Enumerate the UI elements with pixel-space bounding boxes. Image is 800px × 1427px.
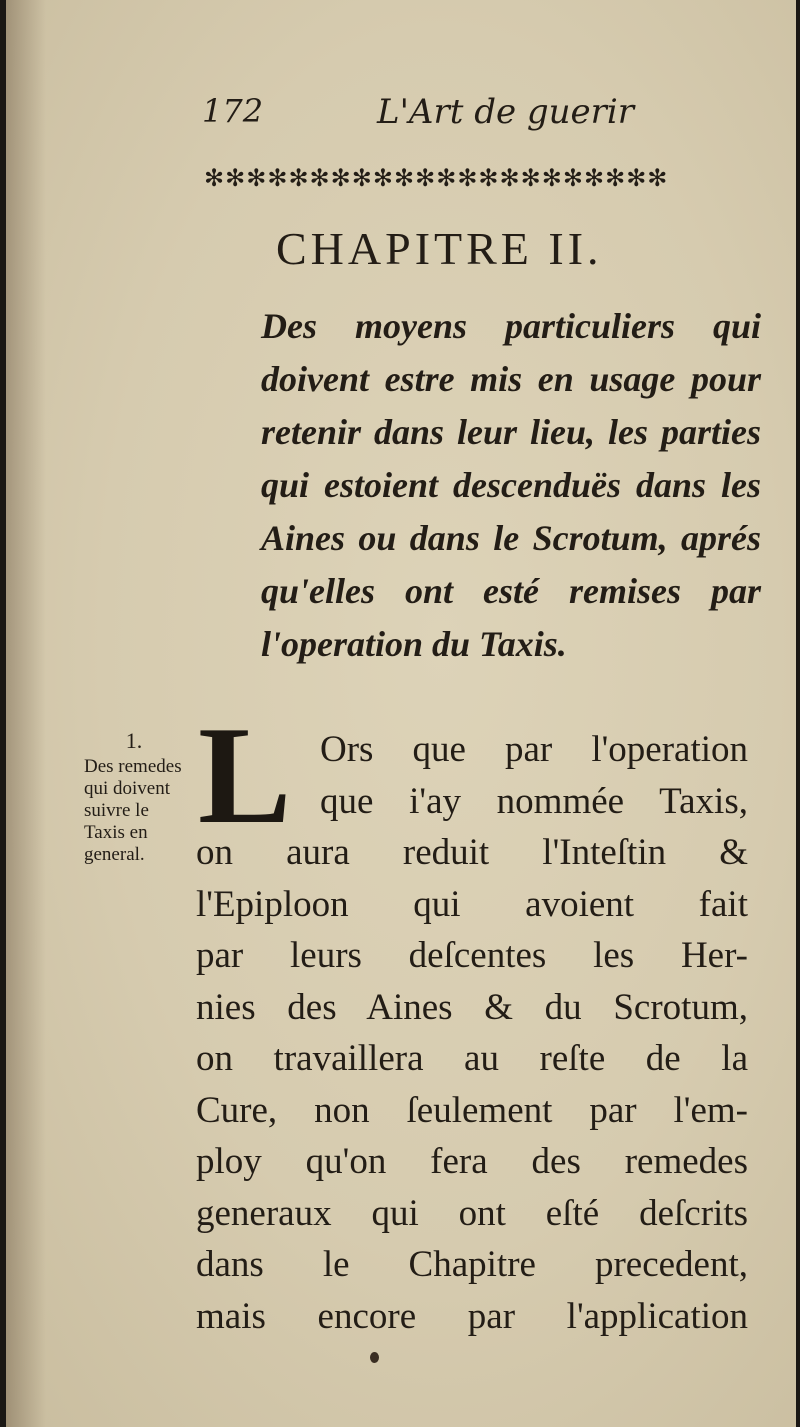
- book-page: [6, 0, 796, 1427]
- margin-note-text: Des remedes qui doivent suivre le Taxis en general.: [84, 756, 182, 865]
- page-number: 172: [202, 92, 264, 130]
- body-line: on travaillera au reſte de la: [196, 1038, 748, 1079]
- margin-note-number: 1.: [125, 728, 143, 753]
- body-line: generaux qui ont eſté deſcrits: [196, 1192, 748, 1234]
- chapter-title: CHAPITRE II.: [276, 223, 603, 274]
- drop-cap: L: [198, 698, 292, 853]
- body-line: que i'ay nommée Taxis,: [320, 780, 748, 822]
- page-header: [202, 92, 762, 142]
- body-line: par leurs deſcentes les Her-: [196, 935, 748, 976]
- running-title: L'Art de guerir: [377, 92, 635, 132]
- body-text: [196, 724, 748, 1342]
- body-line: on aura reduit l'Inteſtin &: [196, 832, 748, 873]
- ink-speck: [370, 1352, 379, 1363]
- body-line: mais encore par l'application: [196, 1295, 748, 1337]
- body-line: Cure, non ſeulement par l'em-: [196, 1089, 748, 1131]
- chapter-subtitle: Des moyens particuliers qui doivent estre mis en usage pour retenir dans leur lieu, les parties qui estoient descenduës dans les Aines ou dans le Scrotum, aprés qu'elles ont esté remises par l'operation du Taxis.: [261, 306, 761, 664]
- ornament-band: ✻✻✻✻✻✻✻✻✻✻✻✻✻✻✻✻✻✻✻✻✻✻: [204, 164, 669, 192]
- body-line: nies des Aines & du Scrotum,: [196, 986, 748, 1028]
- margin-note: [84, 730, 184, 866]
- body-line: l'Epiploon qui avoient fait: [196, 883, 748, 925]
- body-line: dans le Chapitre precedent,: [196, 1244, 748, 1285]
- body-line: ploy qu'on fera des remedes: [196, 1141, 748, 1182]
- body-line: Ors que par l'operation: [320, 729, 748, 770]
- page-gutter-shadow: [6, 0, 46, 1427]
